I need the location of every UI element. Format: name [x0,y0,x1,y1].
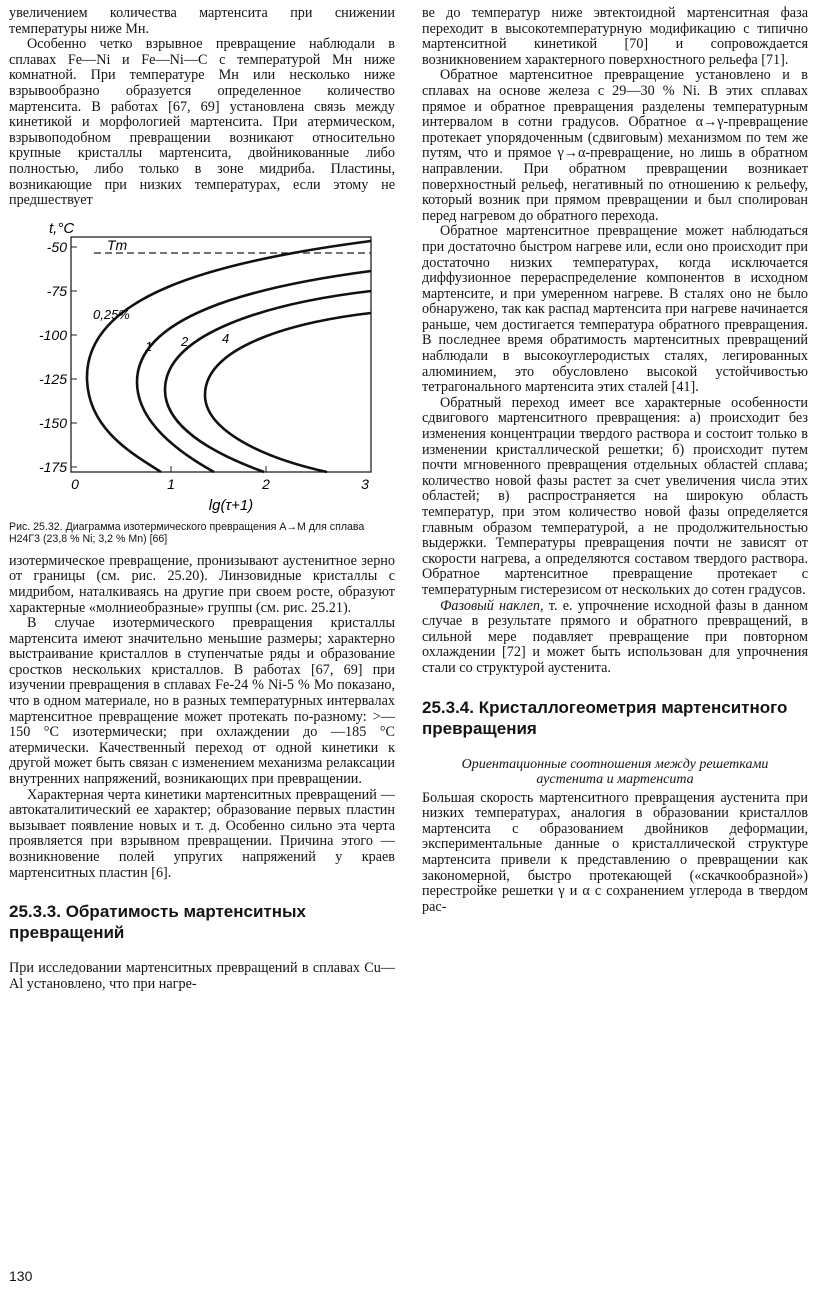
right-paragraph-6: Большая скорость мартенситного превращения аустенита при низких температурах, аналогия в образовании кристаллов мартенсита с образованием двойников деформации, экспериментальные данные о кристаллической структуре мартенсита привели к представлению о превращении как закономерной, быстро протекающей («скачкообразной») перестройке решетки γ и α с сохранением углерода в твердом рас- [422,789,808,915]
left-paragraph-3: изотермическое превращение, пронизывают аустенитное зерно от границы (см. рис. 25.20). Линзовидные кристаллы с мидрибом, наталкиваясь на другие при своем росте, образуют характерные «молниеобразные» группы (см. рис. 25.21). [9,552,395,616]
right-paragraph-3: Обратное мартенситное превращение может наблюдаться при достаточно быстром нагреве или, если оно происходит при достаточно низких температурах, когда исключается диффузионное перераспределение компонентов в исходном мартенсите, и при умеренном нагреве. В сталях оно не было обнаружено, так как распад мартенсита при нагреве начинается раньше, чем достигается температура обратного превращения. В последнее время обратимость мартенситных превращений наблюдали в высокоуглеродистых сталях, легированных алюминием, это обусловлено высокой устойчивостью тетрагонального мартенсита этих сталей [41]. [422,223,808,396]
x-tick: 0 [71,475,79,492]
x-tick: 3 [361,475,369,492]
left-paragraph-5: Характерная черта кинетики мартенситных превращений — автокаталитический ее характер; образование первых пластин вызывает появление новых и т. д. Особенно сильно эта черта проявляется при взрывном превращении. Причина этого — возникновение полей упругих напряжений у краев мартенситных пластин [6]. [9,786,395,881]
x-tick: 1 [167,475,175,492]
x-axis-label: lg(τ+1) [208,496,254,514]
right-paragraph-1: ве до температур ниже эвтектоидной мартенситная фаза переходит в высокотемпературную модификацию с типично мартенситной кинетикой [70] и сопровождается возникновением характерного поверхностного рельефа [71]. [422,5,808,68]
y-tick: -100 [38,326,67,343]
curve-label: 0,25% [93,306,130,322]
figure-caption: Рис. 25.32. Диаграмма изотермического превращения А→М для сплава Н24Г3 (23,8 % Ni; 3,2 % Mn) [66] [9,520,365,545]
right-paragraph-2: Обратное мартенситное превращение установлено и в сплавах на основе железа с 29—30 % Ni. В этих сплавах прямое и обратное превращения разделены температурным интервалом в сотни градусов. Обратное α→γ-превращение протекает упорядоченным (сдвиговым) механизмом по тем же путям, что и прямое γ→α-превращение, но лишь в обратном направлении. При обратном превращении возникает поверхностный рельеф, негативный по отношению к рельефу, который возник при прямом превращении и был сполирован перед нагревом до обратного перехода. [422,67,808,224]
left-column [9,6,395,992]
section-heading-25-3-4: 25.3.4. Кристаллогеометрия мартенситного превращения [422,697,788,738]
subsection-heading: Ориентационные соотношения между решетками аустенита и мартенсита [461,756,769,787]
left-paragraph-1: увеличением количества мартенсита при снижении температуры ниже Мн. [9,5,395,37]
curve-1 [137,271,371,472]
left-paragraph-4: В случае изотермического превращения кристаллы мартенсита имеют значительно меньшие размеры; характерно выстраивание кристаллов в ступенчатые ряды и образование сростков нескольких кристаллов. В работах [67, 69] при изучении превращения в сплавах Fe-24 % Ni-5 % Мо показано, что в одном материале, но в разных температурных интервалах мартенситное превращение может протекать по-разному: >—150 °С изотермически; при охлаждении до —185 °С атермически. Качественный переход от одной кинетики к другой может быть связан с изменением механизма релаксации внутренних напряжений, возникающих при превращении. [9,615,395,788]
tm-label: Tm [107,236,128,253]
curve-4 [205,313,371,472]
y-tick: -50 [46,238,67,255]
plot-frame [71,237,371,472]
x-tick: 2 [262,475,270,492]
y-tick: -175 [38,458,67,475]
left-paragraph-6: При исследовании мартенситных превращений в сплавах Cu—Al установлено, что при нагре- [9,960,395,992]
curve-label: 1 [145,338,153,354]
curve-label: 4 [222,330,230,346]
right-paragraph-5 [422,599,808,677]
curve-label: 2 [181,333,189,349]
right-column [422,6,808,915]
section-heading-25-3-3: 25.3.3. Обратимость мартенситных превращений [9,902,307,943]
y-tick: -150 [38,414,67,431]
term-phase-hardening: Фазовый наклеп, [440,597,544,614]
y-axis-label: t,°C [49,219,75,237]
figure-25-32 [9,217,395,517]
right-paragraph-5-text: т. е. упрочнение исходной фазы в данном случае в результате прямого и обратного превращений, в сильной мере подавляет превращение при повторном охлаждении [72] и может быть использован для упрочнения стали со структурой аустенита. [422,597,808,676]
y-tick: -75 [46,282,67,299]
y-tick: -125 [38,370,67,387]
page-number: 130 [9,1268,33,1284]
right-paragraph-4: Обратный переход имеет все характерные особенности сдвигового мартенситного превращения: а) происходит без изменения концентрации твердого раствора и состоит только в изменении кристаллической решетки; б) происходит путем почти мгновенного превращения отдельных областей сплава; количество новой фазы растет за счет увеличения числа этих областей; в) распространяется на широкую область температур, при этом количество новой фазы определяется главным образом температурой, а не продолжительностью выдержки. Температуры превращения почти не зависят от скорости нагрева, а определяются составом твердого раствора. Обратное мартенситное превращение протекает с температурным гистерезисом от нескольких до сотен градусов. [422,394,808,598]
left-paragraph-2: Особенно четко взрывное превращение наблюдали в сплавах Fe—Ni и Fe—Ni—С с температурой Мн ниже комнатной. При температуре Мн или несколько ниже взрывообразно образуется определенное количество мартенсита. В работах [67, 69] установлена связь между кинетикой и морфологией мартенсита. При атермическом, взрывоподобном превращении возникают относительно крупные кристаллы мартенсита, двойникованные либо полностью, либо только в зоне мидриба. Пластины, возникающие при низких температурах, если этому не предшествует [9,36,395,209]
isothermal-diagram [9,217,395,517]
